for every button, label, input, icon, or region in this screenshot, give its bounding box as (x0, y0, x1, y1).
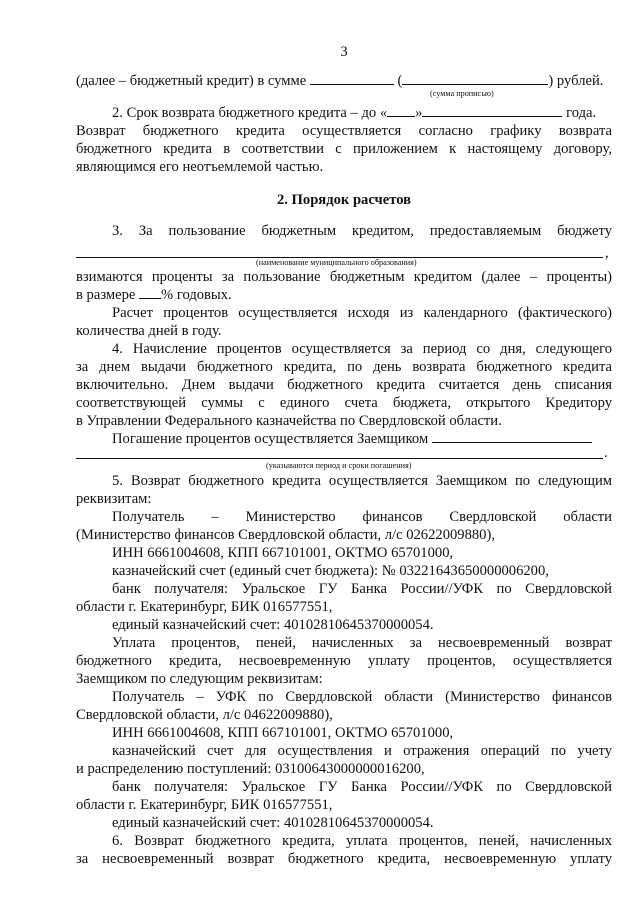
day-blank (387, 104, 415, 117)
p2-line1 (76, 104, 612, 122)
section-title-text: 2. Порядок расчетов (276, 192, 412, 208)
p5-line7: банк получателя: Уральское ГУ Банка России//УФК по Свердловской (112, 581, 612, 597)
p3-line1: 3. За пользование бюджетным кредитом, предоставляемым бюджету (112, 223, 612, 239)
caption-period: (указываются период и сроки погашения) (266, 461, 412, 470)
p2-line2: Возврат бюджетного кредита осуществляется согласно графику возврата (76, 123, 612, 139)
percent-blank (139, 286, 161, 299)
p6-line1: 6. Возврат бюджетного кредита, уплата процентов, пеней, начисленных (112, 833, 612, 849)
amount-words-blank (402, 72, 548, 85)
page-number: 3 (340, 44, 348, 60)
p6-line2: за несвоевременный возврат бюджетного кредита, несвоевременную уплату (76, 851, 612, 867)
p5-line3: Получатель – Министерство финансов Свердловской области (112, 509, 612, 525)
section-title (76, 191, 612, 209)
text: » (415, 105, 423, 121)
p4-line4: соответствующей суммы с единого счета бюджета, открытого Кредитору (76, 395, 612, 411)
amount-blank (310, 72, 394, 85)
p5-line4: (Министерство финансов Свердловской области, л/с 02622009880), (76, 527, 495, 543)
p5-line16: казначейский счет для осуществления и отражения операций по учету (112, 743, 612, 759)
repayment-blank (432, 430, 592, 443)
p4-line3: включительно. Днем выдачи бюджетного кредита считается день списания (76, 377, 612, 393)
text: % годовых. (161, 287, 232, 303)
p3-line5: количества дней в году. (76, 323, 222, 339)
p5-line10: Уплата процентов, пеней, начисленных за несвоевременный возврат (112, 635, 612, 651)
p5-line11: бюджетного кредита, несвоевременную уплату процентов, осуществляется (76, 653, 612, 669)
text: 2. Срок возврата бюджетного кредита – до « (112, 105, 388, 121)
p5-line8: области г. Екатеринбург, БИК 016577551, (76, 599, 333, 615)
p4-line5: в Управлении Федерального казначейства по Свердловской области. (76, 413, 502, 429)
p5-line13: Получатель – УФК по Свердловской области (Министерство финансов (112, 689, 612, 705)
period-dot: . (604, 445, 608, 461)
text: (далее – бюджетный кредит) в сумме (76, 73, 307, 89)
p5-line9: единый казначейский счет: 40102810645370000054. (112, 617, 434, 633)
text: в размере (76, 287, 136, 303)
p5-line18: банк получателя: Уральское ГУ Банка России//УФК по Свердловской (112, 779, 612, 795)
text: ( (397, 73, 403, 89)
p3-line2: взимаются проценты за пользование бюджетным кредитом (далее – проценты) (76, 269, 612, 285)
p5-line6: казначейский счет (единый счет бюджета): № 03221643650000006200, (112, 563, 549, 579)
p5-line5: ИНН 6661004608, КПП 667101001, ОКТМО 65701000, (112, 545, 454, 561)
p4-line6 (112, 430, 612, 448)
caption-municipality: (наименование муниципального образования) (256, 258, 417, 267)
text: Погашение процентов осуществляется Заемщиком (112, 431, 429, 447)
p5-line12: Заемщиком по следующим реквизитам: (76, 671, 323, 687)
p2-line4: являющимся его неотъемлемой частью. (76, 159, 324, 175)
comma: , (605, 245, 609, 261)
month-blank (422, 104, 562, 117)
p2-line3: бюджетного кредита в соответствии с приложением к настоящему договору, (76, 141, 612, 157)
p4-line2: за днем выдачи бюджетного кредита, по день возврата бюджетного кредита (76, 359, 612, 375)
text: ) рублей. (548, 73, 604, 89)
p5-line15: ИНН 6661004608, КПП 667101001, ОКТМО 65701000, (112, 725, 454, 741)
p4-line1: 4. Начисление процентов осуществляется за период со дня, следующего (112, 341, 612, 357)
p3-line4: Расчет процентов осуществляется исходя из календарного (фактического) (112, 305, 612, 321)
credit-amount-line (76, 72, 612, 90)
p5-line2: реквизитам: (76, 491, 152, 507)
caption-amount-words: (сумма прописью) (430, 89, 494, 98)
period-blank (76, 458, 603, 459)
p3-line3 (76, 286, 612, 304)
p5-line14: Свердловской области, л/с 04622009880), (76, 707, 333, 723)
p5-line20: единый казначейский счет: 40102810645370000054. (112, 815, 434, 831)
text: года. (566, 105, 597, 121)
p5-line19: области г. Екатеринбург, БИК 016577551, (76, 797, 333, 813)
p5-line1: 5. Возврат бюджетного кредита осуществляется Заемщиком по следующим (112, 473, 612, 489)
p5-line17: и распределению поступлений: 03100643000000016200, (76, 761, 425, 777)
